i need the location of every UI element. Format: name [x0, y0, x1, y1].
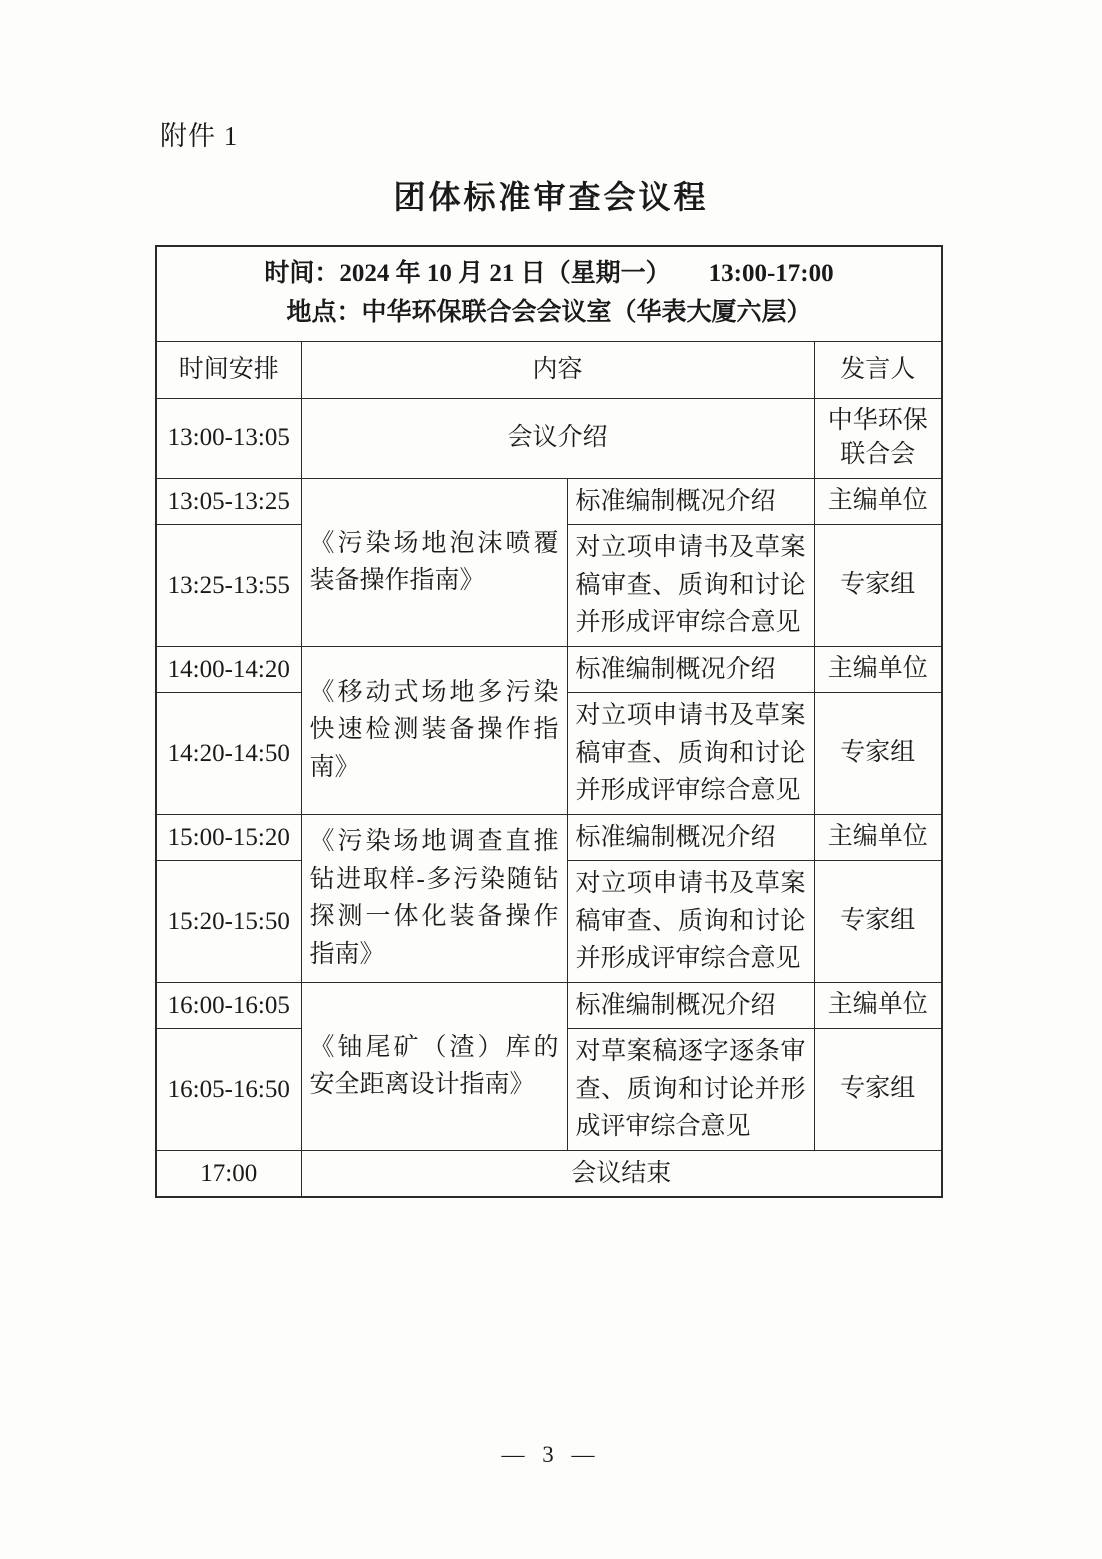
table-row [156, 982, 942, 1029]
content-cell: 标准编制概况介绍 [567, 814, 814, 861]
time-cell: 13:05-13:25 [156, 478, 301, 525]
topic-cell: 《铀尾矿（渣）库的安全距离设计指南》 [301, 982, 567, 1150]
speaker-cell: 主编单位 [814, 982, 942, 1029]
speaker-cell: 专家组 [814, 1029, 942, 1151]
time-cell: 14:20-14:50 [156, 693, 301, 815]
time-cell: 15:00-15:20 [156, 814, 301, 861]
meeting-date: 时间：2024 年 10 月 21 日（星期一） [264, 260, 671, 287]
page-number: — 3 — [501, 1442, 601, 1467]
speaker-cell: 专家组 [814, 693, 942, 815]
speaker-cell: 主编单位 [814, 646, 942, 693]
column-header-content: 内容 [301, 341, 814, 398]
speaker-cell: 中华环保联合会 [814, 398, 942, 478]
table-row [156, 398, 942, 478]
content-cell: 标准编制概况介绍 [567, 982, 814, 1029]
topic-cell: 《污染场地泡沫喷覆装备操作指南》 [301, 478, 567, 646]
column-header-speaker: 发言人 [814, 341, 942, 398]
meeting-info-cell [156, 246, 942, 341]
topic-cell: 《污染场地调查直推钻进取样-多污染随钻探测一体化装备操作指南》 [301, 814, 567, 982]
speaker-cell: 专家组 [814, 525, 942, 647]
time-cell: 13:00-13:05 [156, 398, 301, 478]
time-cell: 15:20-15:50 [156, 861, 301, 983]
agenda-table [155, 245, 943, 1198]
attachment-label: 附件 1 [160, 121, 239, 151]
content-cell: 会议介绍 [301, 398, 814, 478]
time-cell: 17:00 [156, 1150, 301, 1197]
speaker-cell: 专家组 [814, 861, 942, 983]
table-row [156, 478, 942, 525]
time-cell: 14:00-14:20 [156, 646, 301, 693]
meeting-datetime-line [161, 255, 937, 294]
table-row [156, 1150, 942, 1197]
speaker-cell: 主编单位 [814, 814, 942, 861]
content-cell: 对立项申请书及草案稿审查、质询和讨论并形成评审综合意见 [567, 693, 814, 815]
time-cell: 16:00-16:05 [156, 982, 301, 1029]
time-cell: 13:25-13:55 [156, 525, 301, 647]
speaker-cell: 主编单位 [814, 478, 942, 525]
content-cell: 会议结束 [301, 1150, 942, 1197]
table-row [156, 646, 942, 693]
meeting-info-row [156, 246, 942, 341]
content-cell: 对草案稿逐字逐条审查、质询和讨论并形成评审综合意见 [567, 1029, 814, 1151]
content-cell: 对立项申请书及草案稿审查、质询和讨论并形成评审综合意见 [567, 525, 814, 647]
column-header-row [156, 341, 942, 398]
column-header-time: 时间安排 [156, 341, 301, 398]
content-cell: 对立项申请书及草案稿审查、质询和讨论并形成评审综合意见 [567, 861, 814, 983]
content-cell: 标准编制概况介绍 [567, 478, 814, 525]
time-cell: 16:05-16:50 [156, 1029, 301, 1151]
content-cell: 标准编制概况介绍 [567, 646, 814, 693]
meeting-time-range: 13:00-17:00 [708, 260, 834, 287]
page-title: 团体标准审查会议程 [393, 179, 709, 215]
table-row [156, 814, 942, 861]
topic-cell: 《移动式场地多污染快速检测装备操作指南》 [301, 646, 567, 814]
meeting-location-line: 地点：中华环保联合会会议室（华表大厦六层） [286, 298, 812, 326]
